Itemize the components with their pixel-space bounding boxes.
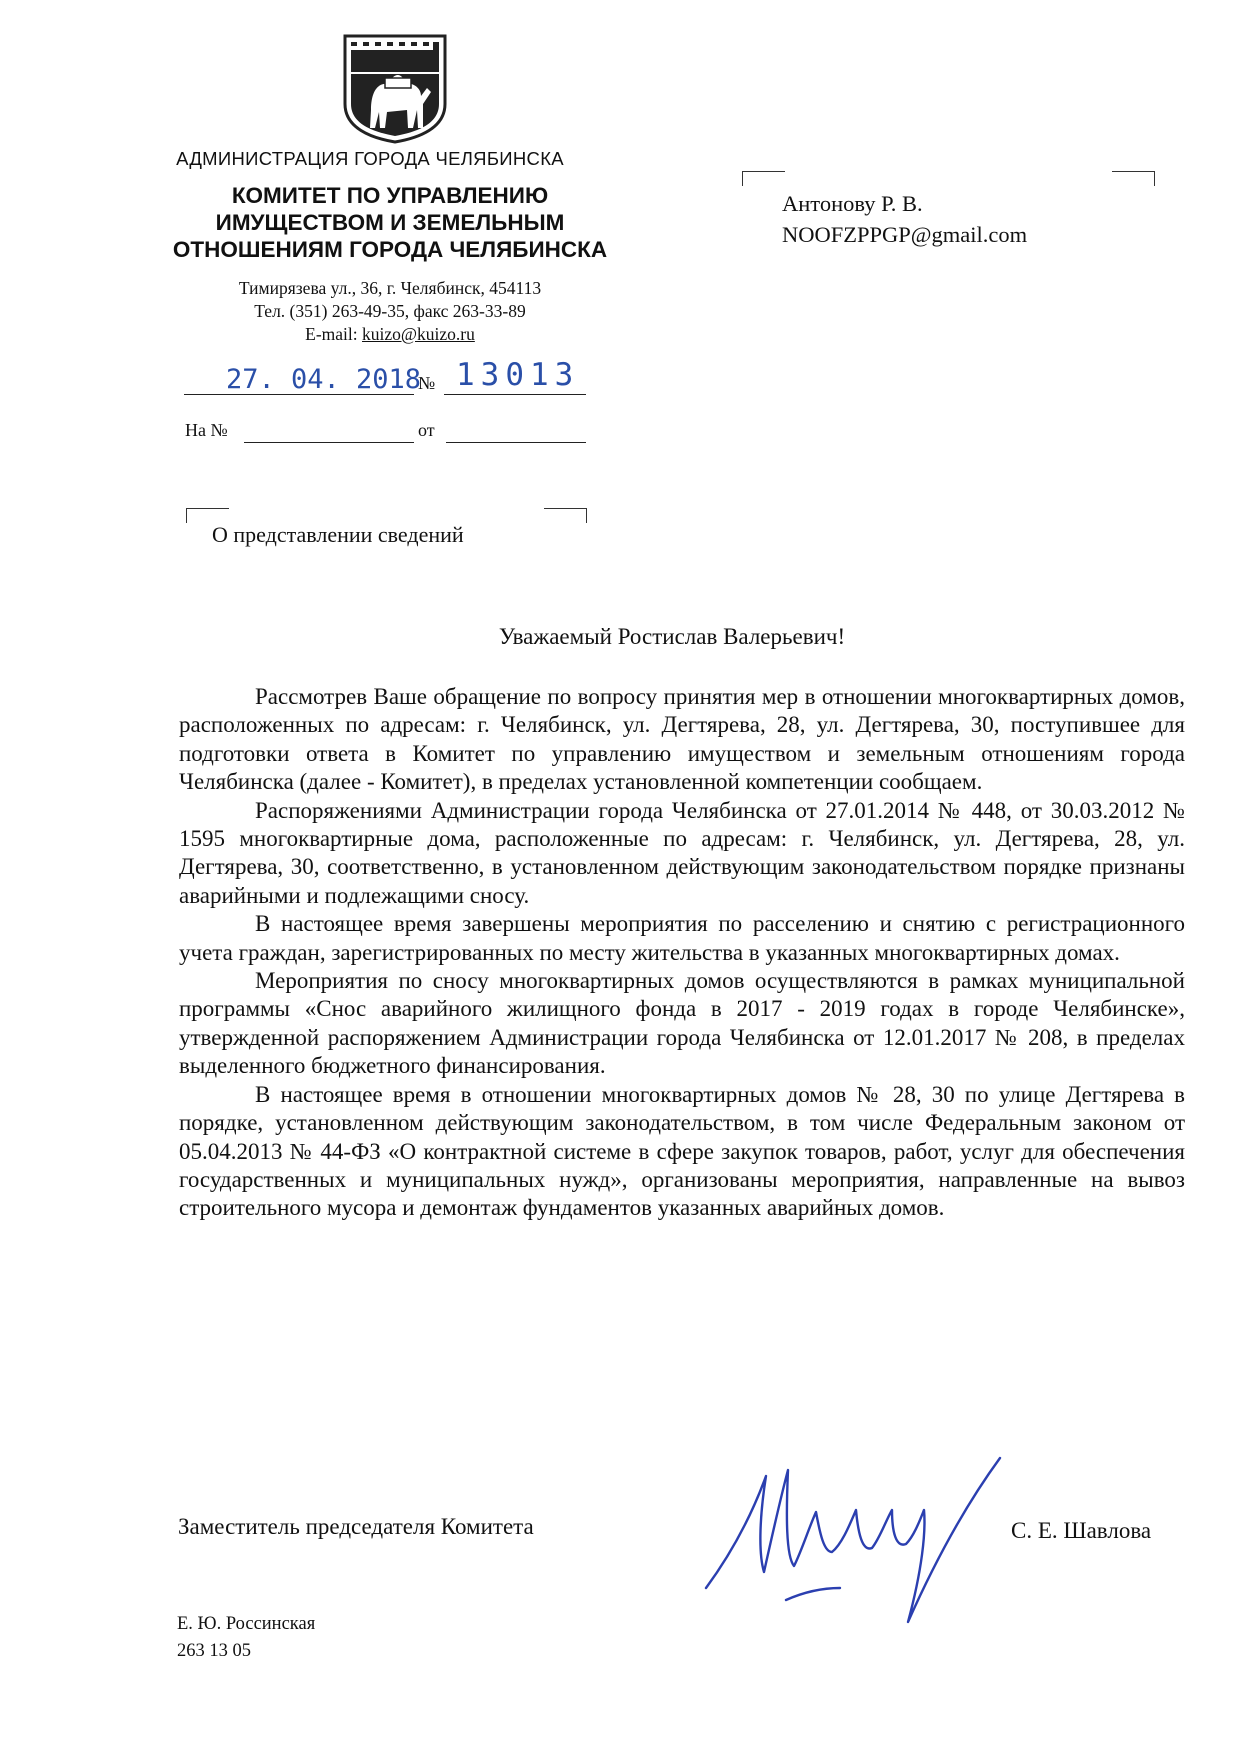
committee-line: ИМУЩЕСТВОМ И ЗЕМЕЛЬНЫМ [215,210,565,235]
reference-number-line [244,442,414,443]
subject-corner-right [544,508,587,523]
email-row [140,323,640,346]
registration-date: 27. 04. 2018 [226,364,422,395]
subject-corner-left [186,508,229,523]
phone-fax: Тел. (351) 263-49-35, факс 263-33-89 [254,301,526,321]
number-line [444,394,586,395]
signatory-name: С. Е. Шавлова [1011,1518,1152,1543]
executor-name: Е. Ю. Россинская [177,1614,316,1634]
reference-date-line [446,442,586,443]
body-paragraph: В настоящее время в отношении многоквартирных домов № 28, 30 по улице Дегтярева в порядке, установленном действующим законодательством, в том числе Федеральным законом от 05.04.2013 № 44-ФЗ «О контрактной системе в сфере закупок товаров, работ, услуг для обеспечения государственных и муниципальных нужд», организованы мероприятия, направленные на вывоз строительного мусора и демонтаж фундаментов указанных аварийных домов. [179,1081,1185,1221]
city-emblem [341,32,449,144]
executor [177,1611,315,1665]
reference-number-label: На № [185,420,228,440]
administration-name: АДМИНИСТРАЦИЯ ГОРОДА ЧЕЛЯБИНСКА [176,148,564,169]
committee-line: ОТНОШЕНИЯМ ГОРОДА ЧЕЛЯБИНСКА [172,237,608,262]
registration-number: 13013 [456,357,580,393]
signatory-title: Заместитель председателя Комитета [178,1514,534,1539]
recipient [782,188,1027,250]
committee-name [140,182,640,263]
reference-date-label: от [418,420,435,440]
handwritten-signature [700,1440,1010,1630]
letter-subject: О представлении сведений [212,522,464,547]
registration-number-label: № [418,373,436,393]
body-paragraph: Рассмотрев Ваше обращение по вопросу принятия мер в отношении многоквартирных домов, расположенных по адресам: г. Челябинск, ул. Дегтярева, 28, ул. Дегтярева, 30, поступившее для подготовки ответа в Комитет по управлению имуществом и земельным отношениям города Челябинска (далее - Комитет), в пределах установленной компетенции сообщаем. [179,684,1185,795]
greeting: Уважаемый Ростислав Валерьевич! [498,624,846,649]
body-paragraph: Распоряжениями Администрации города Челябинска от 27.01.2014 № 448, от 30.03.2012 № 1595 многоквартирные дома, расположенные по адресам: г. Челябинск, ул. Дегтярева, 28, ул. Дегтярева, 30, соответственно, в установленном действующим законодательством порядке признаны аварийными и подлежащими сносу. [179,797,1185,908]
email-label: E-mail: [305,324,363,344]
body-paragraph: Мероприятия по сносу многоквартирных домов осуществляются в рамках муниципальной программы «Снос аварийного жилищного фонда в 2017 - 2019 годах в городе Челябинске», утвержденной распоряжением Администрации города Челябинска от 12.01.2017 № 208, в пределах выделенного бюджетного финансирования. [179,968,1185,1079]
recipient-corner-right [1112,171,1155,186]
recipient-corner-left [742,171,785,186]
address: Тимирязева ул., 36, г. Челябинск, 454113 [238,278,542,298]
executor-phone: 263 13 05 [177,1641,251,1661]
recipient-name: Антонову Р. В. [782,191,923,216]
email-link[interactable]: kuizo@kuizo.ru [362,324,475,344]
recipient-email[interactable]: NOOFZPPGP@gmail.com [782,222,1028,247]
body-paragraph: В настоящее время завершены мероприятия по расселению и снятию с регистрационного учета граждан, зарегистрированных по месту жительства в указанных многоквартирных домах. [179,911,1185,965]
letter-body [179,683,1185,1223]
committee-contacts [140,277,640,346]
committee-line: КОМИТЕТ ПО УПРАВЛЕНИЮ [231,183,549,208]
